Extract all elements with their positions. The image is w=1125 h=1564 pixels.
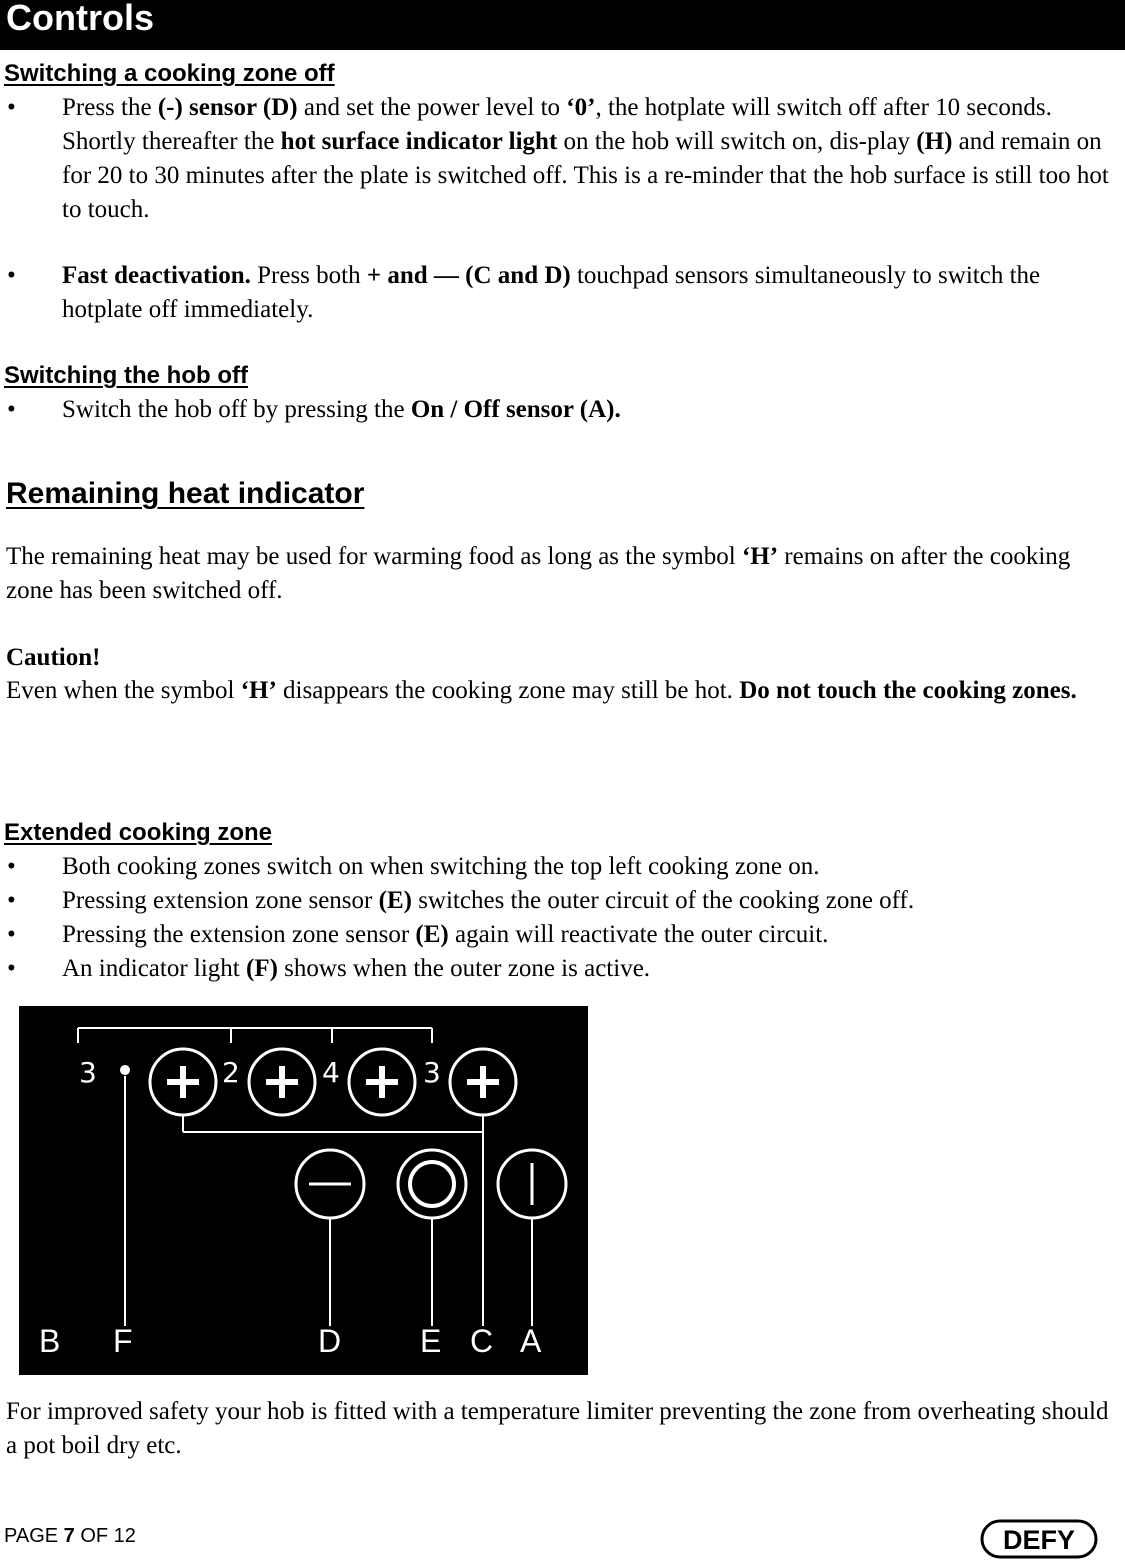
- bold-run: ‘H’: [240, 677, 277, 704]
- indicator-light-icon: [120, 1065, 130, 1075]
- bold-run: + and — (C and D): [366, 262, 571, 289]
- bullet-marker: •: [7, 396, 16, 423]
- text-run: An indicator light: [62, 955, 246, 982]
- bold-run: (H): [916, 128, 953, 155]
- text-run: again will reactivate the outer circuit.: [448, 921, 829, 948]
- text-run: and set the power level to: [297, 94, 567, 121]
- heading-extended-zone: Extended cooking zone: [4, 819, 273, 846]
- page-number: [4, 1524, 136, 1548]
- control-panel-diagram: [19, 1006, 588, 1375]
- logo-text: DEFY: [1002, 1525, 1076, 1555]
- heading-hob-off: Switching the hob off: [4, 362, 248, 389]
- text-run: PAGE: [4, 1525, 64, 1547]
- text-run: touchpad sensors simultaneously to switch the hotplate off immediately.: [62, 262, 1041, 323]
- text-run: The remaining heat may be used for warming food as long as the symbol: [6, 543, 742, 570]
- bold-run: ‘H’: [741, 543, 779, 570]
- bullet-marker: •: [7, 94, 16, 121]
- paragraph-caution: [6, 674, 1114, 708]
- header-bar: [0, 0, 1125, 50]
- bullet-text: [62, 884, 1110, 918]
- bold-run: Caution!: [6, 644, 101, 671]
- text-run: shows when the outer zone is active.: [277, 955, 651, 982]
- label-e: E: [420, 1323, 442, 1359]
- on-off-sensor-a[interactable]: [498, 1150, 566, 1218]
- bullet-text: [62, 850, 1110, 884]
- text-run: Switch the hob off by pressing the: [62, 396, 411, 423]
- bold-run: ‘0’: [566, 94, 596, 121]
- list-item: [0, 259, 1110, 327]
- bold-run: 7: [63, 1525, 75, 1547]
- paragraph-remaining-heat: [6, 540, 1114, 608]
- text-run: Pressing the extension zone sensor: [62, 921, 416, 948]
- list-item: [0, 91, 1110, 227]
- bold-run: (E): [378, 887, 412, 914]
- text-run: switches the outer circuit of the cooking zone off.: [411, 887, 915, 914]
- bullet-text: [62, 918, 1110, 952]
- list-item: [0, 952, 1110, 986]
- page-title: Controls: [6, 0, 154, 38]
- list-item: [0, 884, 1110, 918]
- bold-run: hot surface indicator light: [280, 128, 558, 155]
- extension-sensor-e[interactable]: [398, 1150, 466, 1218]
- list-item: [0, 393, 1110, 427]
- logo-svg: [980, 1519, 1098, 1559]
- bullet-text: [62, 952, 1110, 986]
- bold-run: Do not touch the cooking zones.: [739, 677, 1077, 704]
- bold-run: (-) sensor (D): [157, 94, 298, 121]
- plus-sensor-2[interactable]: [249, 1049, 315, 1115]
- power-digit: 3: [79, 1056, 97, 1089]
- bold-run: Fast deactivation.: [62, 262, 251, 289]
- bullet-marker: •: [7, 262, 16, 289]
- list-item: [0, 918, 1110, 952]
- bullet-marker: •: [7, 921, 16, 948]
- bullet-marker: •: [7, 887, 16, 914]
- minus-sensor-d[interactable]: [296, 1150, 364, 1218]
- text-run: and remain on for 20 to 30 minutes after the plate is switched off. This is a re-minder that the hob surface is still too hot to touch.: [62, 128, 1109, 223]
- plus-sensor-c[interactable]: [450, 1049, 516, 1115]
- heading-zone-off: Switching a cooking zone off: [4, 60, 335, 87]
- text-run: , the hotplate will switch off after 10 seconds. Shortly thereafter the: [62, 94, 1052, 155]
- list-item: [0, 850, 1110, 884]
- power-digit: 2: [222, 1056, 240, 1089]
- power-digit: 4: [322, 1056, 340, 1089]
- bullet-text: [62, 91, 1110, 227]
- label-f: F: [113, 1323, 133, 1359]
- power-digit: 3: [423, 1056, 441, 1089]
- bold-run: (F): [246, 955, 278, 982]
- text-run: Press both: [250, 262, 367, 289]
- text-run: remains on after the cooking zone has been switched off.: [6, 543, 1071, 604]
- safety-note: For improved safety your hob is fitted with a temperature limiter preventing the zone from overheating should a pot boil dry etc.: [6, 1398, 1109, 1459]
- bullet-text: [62, 393, 1110, 427]
- plus-sensor-1[interactable]: [150, 1049, 216, 1115]
- bullet-marker: •: [7, 955, 16, 982]
- text-run: on the hob will switch on, dis-play: [557, 128, 917, 155]
- text-run: Press the: [62, 94, 158, 121]
- plus-sensor-3[interactable]: [349, 1049, 415, 1115]
- caution-label: [6, 641, 1114, 675]
- text-run: OF 12: [74, 1525, 136, 1547]
- bold-run: On / Off sensor (A).: [410, 396, 621, 423]
- text-run: Both cooking zones switch on when switching the top left cooking zone on.: [62, 853, 820, 880]
- bold-run: (E): [415, 921, 449, 948]
- text-run: Even when the symbol: [6, 677, 241, 704]
- bullet-text: [62, 259, 1110, 327]
- label-c: C: [470, 1323, 494, 1359]
- brand-logo: [980, 1519, 1098, 1559]
- bullet-marker: •: [7, 853, 16, 880]
- text-run: Pressing extension zone sensor: [62, 887, 379, 914]
- label-b: B: [39, 1323, 61, 1359]
- control-panel-svg: [19, 1006, 588, 1375]
- label-d: D: [318, 1323, 342, 1359]
- heading-remaining-heat: Remaining heat indicator: [6, 477, 365, 510]
- text-run: disappears the cooking zone may still be hot.: [276, 677, 740, 704]
- label-a: A: [520, 1323, 542, 1359]
